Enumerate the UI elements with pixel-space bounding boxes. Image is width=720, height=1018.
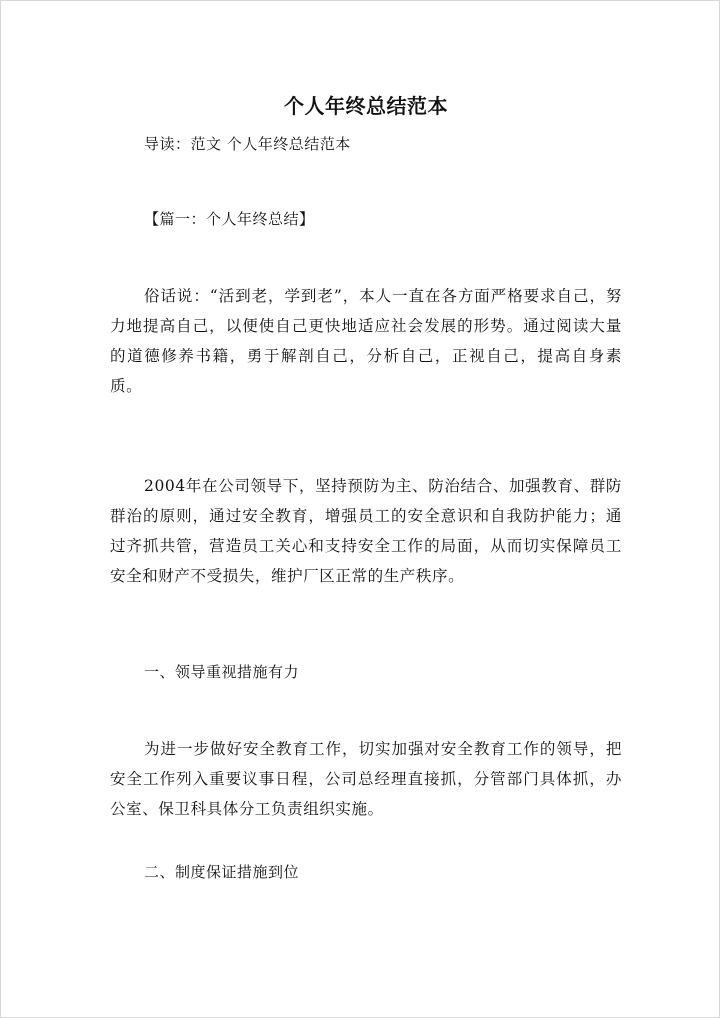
guide-line: 导读：范文 个人年终总结范本 [144,135,351,153]
subheading-leadership: 一、领导重视措施有力 [144,663,300,681]
document-title: 个人年终总结范本 [284,94,448,118]
section-heading: 【篇一：个人年终总结】 [144,210,315,228]
subheading-system: 二、制度保证措施到位 [144,863,300,881]
paragraph-3: 为进一步做好安全教育工作，切实加强对安全教育工作的领导，把安全工作列入重要议事日程，公司总经理直接抓，分管部门具体抓，办公室、保卫科具体分工负责组织实施。 [110,740,622,818]
paragraph-1: 俗话说：“活到老，学到老”，本人一直在各方面严格要求自己，努力地提高自己，以便使自己更快地适应社会发展的形势。通过阅读大量的道德修养书籍，勇于解剖自己，分析自己，正视自己，提高自身素质。 [110,287,622,395]
paragraph-2: 2004年在公司领导下，坚持预防为主、防治结合、加强教育、群防群治的原则，通过安全教育，增强员工的安全意识和自我防护能力；通过齐抓共管，营造员工关心和支持安全工作的局面，从而切实保障员工安全和财产不受损失，维护厂区正常的生产秩序。 [110,477,622,585]
